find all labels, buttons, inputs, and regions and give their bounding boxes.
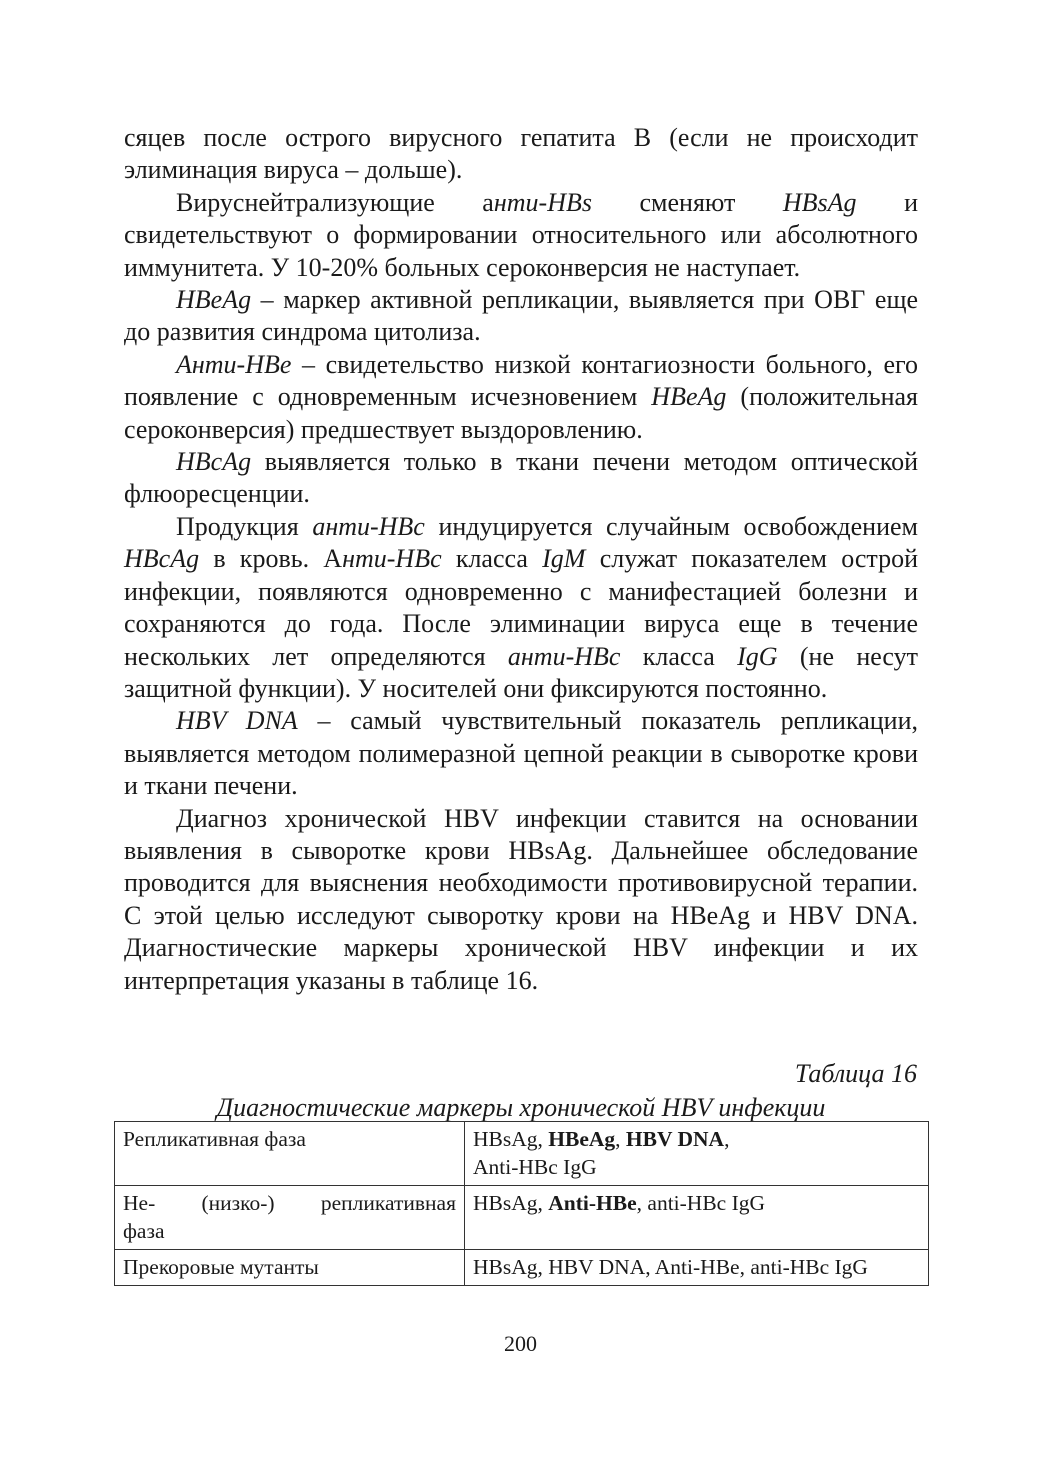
- text: (не несут защитной функции). У носителей они фиксируются постоянно.: [124, 641, 918, 703]
- term: анти-HBc: [507, 641, 621, 671]
- text: сменяют: [591, 187, 783, 217]
- text: Продукция: [176, 511, 313, 541]
- text: – свидетельство низкой контагиозности больного, его появление с одновременным исчезновением: [124, 349, 918, 412]
- term: IgM: [542, 544, 586, 574]
- term: IgG: [737, 641, 778, 671]
- term: HBcAg: [124, 544, 200, 574]
- document-page: [124, 122, 918, 997]
- marker-text: HBsAg,: [473, 1127, 549, 1151]
- markers-cell: HBsAg, HBV DNA, Anti-HBe, anti-HBc IgG: [465, 1250, 929, 1286]
- term: HBV DNA: [176, 706, 298, 736]
- term: нти-HBc: [342, 544, 442, 574]
- marker-text: ,: [615, 1127, 626, 1151]
- term: HBeAg: [651, 382, 727, 412]
- term: HBsAg: [782, 187, 857, 217]
- text: класса: [620, 641, 738, 671]
- paragraph: [124, 284, 918, 349]
- term: HBcAg: [176, 447, 252, 477]
- phase-word: репликативная: [320, 1191, 456, 1215]
- table-row: [115, 1122, 929, 1186]
- table-row: [115, 1250, 929, 1286]
- text: индуцируется случайным освобождением: [424, 511, 918, 541]
- text: (положительная сероконверсия) предшествует выздоровлению.: [124, 382, 918, 444]
- term: анти-HBc: [312, 511, 425, 541]
- paragraph: [124, 122, 918, 187]
- phase-word: фаза: [123, 1219, 165, 1243]
- paragraph: [124, 705, 918, 802]
- term: нти-HBs: [493, 187, 592, 217]
- marker-text: Anti-HBc IgG: [473, 1155, 597, 1179]
- text: выявляется только в ткани печени методом оптической флюоресценции.: [124, 447, 918, 509]
- paragraph: [124, 803, 918, 997]
- text: в кровь. А: [199, 544, 343, 574]
- paragraph: [124, 446, 918, 511]
- markers-cell: [465, 1186, 929, 1250]
- text: служат показателем острой инфекции, появляются одновременно с манифестацией болезни и сохраняются до года. После элиминации вируса еще в течение нескольких лет определяются: [124, 544, 918, 671]
- marker-bold: HBeAg: [548, 1127, 616, 1151]
- text: класса: [441, 544, 543, 574]
- paragraph: [124, 511, 918, 705]
- marker-text: ,: [724, 1127, 730, 1151]
- term: HBeAg: [176, 285, 252, 315]
- marker-text: , anti-HBc IgG: [636, 1191, 766, 1215]
- marker-bold: Anti-HBe: [548, 1191, 637, 1215]
- text: – самый чувствительный показатель репликации, выявляется методом полимеразной цепной реакции в сыворотке крови и ткани печени.: [124, 706, 918, 801]
- phase-cell: Репликативная фаза: [115, 1122, 465, 1186]
- marker-text: HBsAg,: [473, 1191, 549, 1215]
- text: – маркер активной репликации, выявляется при ОВГ еще до развития синдрома цитолиза.: [124, 285, 918, 347]
- table-row: [115, 1186, 929, 1250]
- markers-table: [114, 1121, 929, 1286]
- phase-cell: [115, 1186, 465, 1250]
- text: Вируснейтрализующие а: [176, 187, 494, 217]
- phase-word: Не-: [123, 1191, 156, 1215]
- phase-word: (низко-): [201, 1191, 275, 1215]
- markers-cell: [465, 1122, 929, 1186]
- paragraph: [124, 187, 918, 284]
- table-label: Таблица 16: [794, 1059, 917, 1088]
- table-title: Диагностические маркеры хронической HBV инфекции: [216, 1093, 826, 1122]
- term: Анти-HBe: [176, 349, 292, 379]
- page-number: 200: [504, 1331, 537, 1356]
- text: Диагноз хронической HBV инфекции ставится на основании выявления в сыворотке крови HBsAg. Дальнейшее обследование проводится для выяснения необходимости противовирусной терапии. С этой целью исследуют сыворотку крови на HBeAg и HBV DNA. Диагностические маркеры хронической HBV инфекции и их интерпретация указаны в таблице 16.: [124, 803, 918, 995]
- paragraph: [124, 349, 918, 446]
- marker-bold: HBV DNA: [625, 1127, 725, 1151]
- text: сяцев после острого вирусного гепатита В (если не происходит элиминация вируса – дольше).: [124, 123, 918, 185]
- phase-cell: Прекоровые мутанты: [115, 1250, 465, 1286]
- text: и свидетельствуют о формировании относительного или абсолютного иммунитета. У 10-20% больных сероконверсия не наступает.: [124, 187, 918, 282]
